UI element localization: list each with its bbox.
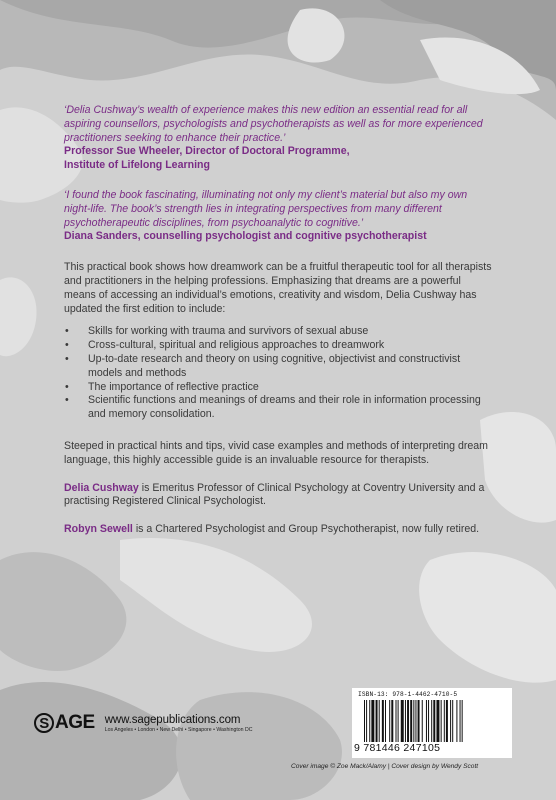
- main-text: [64, 104, 494, 537]
- sage-logo-mark: [34, 712, 95, 734]
- author-name-1: Delia Cushway: [64, 481, 139, 494]
- list-item: • Scientific functions and meanings of dreams and their role in information processing and memory consolidation.: [64, 394, 494, 422]
- sage-logo: [34, 712, 252, 734]
- sage-logo-s: S: [34, 713, 54, 733]
- author-bio-2-text: is a Chartered Psychologist and Group Psychotherapist, now fully retired.: [132, 523, 480, 536]
- quote-1-attribution-line1: Professor Sue Wheeler, Director of Doctoral Programme,: [64, 145, 350, 158]
- list-item: • The importance of reflective practice: [64, 381, 494, 395]
- sage-logo-wordmark: AGE: [55, 712, 95, 733]
- cover-credits: Cover image © Zoe Mack/Alamy | Cover design by Wendy Scott: [291, 763, 479, 770]
- author-bio-1: [64, 482, 494, 510]
- publisher-cities: Los Angeles • London • New Delhi • Singapore • Washington DC: [104, 726, 253, 733]
- list-item: • Cross-cultural, spiritual and religious approaches to dreamwork: [64, 339, 494, 353]
- quote-2-attribution: Diana Sanders, counselling psychologist and cognitive psychotherapist: [64, 230, 427, 243]
- intro-paragraph: This practical book shows how dreamwork can be a fruitful therapeutic tool for all therapists and practitioners in the helping professions. Emphasizing that dreams are a powerful means of accessing an individual’s emotions, creativity and wisdom, Delia Cushway has updated the first edition to include:: [64, 261, 492, 315]
- quote-1-attribution-line2: Institute of Lifelong Learning: [64, 159, 210, 172]
- isbn-digits: 9 781446 247105: [354, 742, 441, 754]
- barcode-bars: [364, 700, 504, 742]
- author-bio-1-text: is Emeritus Professor of Clinical Psychology at Coventry University and a practising Registered Clinical Psychologist.: [64, 481, 485, 508]
- publisher-url: www.sagepublications.com: [104, 713, 241, 726]
- author-name-2: Robyn Sewell: [64, 523, 133, 536]
- feature-list: [64, 325, 494, 422]
- publisher-info: [105, 714, 253, 733]
- list-item: • Skills for working with trauma and survivors of sexual abuse: [64, 325, 494, 339]
- author-bio-2: [64, 523, 494, 537]
- quote-1-text: ‘Delia Cushway’s wealth of experience makes this new edition an essential read for all aspiring counsellors, psychologists and psychotherapists as well as for more experienced practitioners seeking to enhance their practice.’: [64, 104, 483, 144]
- barcode-block: [352, 688, 512, 758]
- isbn-label: ISBN-13: 978-1-4462-4710-5: [358, 691, 458, 698]
- quote-2-text: ‘I found the book fascinating, illuminating not only my client’s material but also my own night-life. The book’s strength lies in integrating perspectives from many different psychotherapeutic disciplines, from psychoanalytic to cognitive.’: [64, 188, 468, 229]
- list-item: • Up-to-date research and theory on using cognitive, objectivist and constructivist models and methods: [64, 353, 494, 381]
- summary-paragraph: Steeped in practical hints and tips, vivid case examples and methods of interpreting dream language, this highly accessible guide is an invaluable resource for therapists.: [64, 439, 488, 466]
